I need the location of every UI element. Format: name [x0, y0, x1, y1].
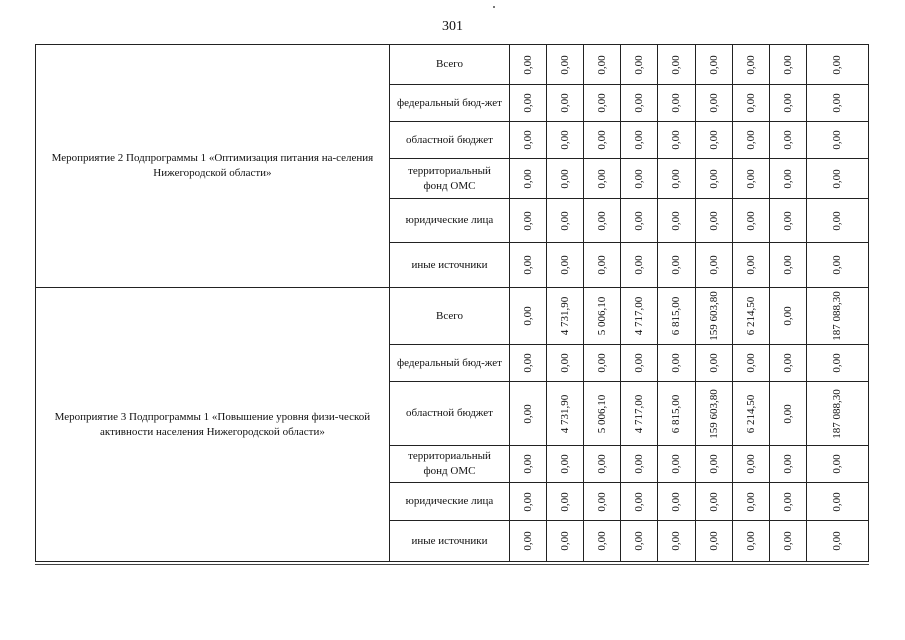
value-cell: [621, 243, 658, 288]
value-cell: [584, 45, 621, 85]
value-cell: [806, 85, 868, 122]
value-text: 0,00: [744, 168, 757, 189]
value-cell: [658, 159, 695, 199]
value-text: 6 815,00: [670, 296, 683, 336]
value-cell: [621, 446, 658, 483]
value-cell: [510, 122, 547, 159]
value-cell: [658, 483, 695, 521]
value-cell: [547, 45, 584, 85]
value-cell: [695, 85, 732, 122]
funding-source-label: Всего: [389, 288, 509, 345]
value-text: 0,00: [670, 130, 683, 150]
value-cell: [695, 199, 732, 243]
value-cell: [695, 446, 732, 483]
value-text: 0,00: [707, 454, 720, 474]
value-cell: [621, 122, 658, 159]
value-text: 0,00: [633, 210, 646, 231]
value-cell: [806, 345, 868, 382]
funding-source-label: юридические лица: [389, 483, 509, 521]
table-row: [36, 45, 869, 85]
value-cell: [658, 243, 695, 288]
value-text: 0,00: [559, 54, 572, 75]
value-text: 0,00: [744, 353, 757, 373]
value-text: 159 603,80: [707, 291, 720, 341]
value-cell: [547, 382, 584, 446]
value-text: 5 006,10: [596, 394, 609, 433]
value-cell: [806, 521, 868, 562]
value-cell: [695, 345, 732, 382]
value-text: 0,00: [670, 255, 683, 275]
value-text: 0,00: [559, 491, 572, 512]
value-cell: [732, 288, 769, 345]
value-text: 0,00: [781, 130, 794, 150]
value-cell: [584, 199, 621, 243]
table-row: [36, 288, 869, 345]
value-cell: [510, 199, 547, 243]
value-cell: [769, 483, 806, 521]
value-cell: [621, 45, 658, 85]
value-text: 0,00: [522, 491, 535, 512]
value-cell: [510, 288, 547, 345]
value-cell: [769, 45, 806, 85]
value-text: 0,00: [831, 93, 844, 113]
value-cell: [769, 382, 806, 446]
value-text: 0,00: [707, 168, 720, 189]
value-cell: [621, 483, 658, 521]
value-cell: [806, 243, 868, 288]
value-text: 0,00: [831, 353, 844, 373]
value-cell: [547, 288, 584, 345]
value-text: 4 717,00: [633, 394, 646, 433]
value-text: 0,00: [670, 531, 683, 551]
value-text: 0,00: [781, 491, 794, 512]
value-cell: [806, 159, 868, 199]
value-text: 0,00: [670, 491, 683, 512]
value-cell: [658, 345, 695, 382]
value-text: 0,00: [559, 454, 572, 474]
funding-source-label: юридические лица: [389, 199, 509, 243]
value-text: 6 214,50: [744, 296, 757, 336]
value-text: 0,00: [670, 454, 683, 474]
value-text: 0,00: [744, 255, 757, 275]
value-cell: [769, 446, 806, 483]
value-text: 0,00: [670, 93, 683, 113]
value-text: 0,00: [670, 353, 683, 373]
value-cell: [584, 85, 621, 122]
value-cell: [806, 199, 868, 243]
value-text: 0,00: [633, 130, 646, 150]
value-cell: [732, 382, 769, 446]
value-text: 0,00: [522, 168, 535, 189]
value-text: 0,00: [781, 168, 794, 189]
funding-source-label: федеральный бюд-жет: [389, 85, 509, 122]
value-text: 4 731,90: [559, 394, 572, 433]
value-text: 0,00: [744, 210, 757, 231]
value-text: 0,00: [559, 93, 572, 113]
value-text: 0,00: [559, 210, 572, 231]
value-text: 0,00: [707, 255, 720, 275]
value-cell: [732, 159, 769, 199]
value-text: 0,00: [831, 130, 844, 150]
value-cell: [584, 159, 621, 199]
value-text: 0,00: [596, 93, 609, 113]
value-text: 0,00: [596, 353, 609, 373]
value-cell: [769, 122, 806, 159]
value-text: 0,00: [831, 531, 844, 551]
value-text: 0,00: [707, 531, 720, 551]
value-text: 0,00: [831, 255, 844, 275]
value-cell: [695, 45, 732, 85]
value-cell: [769, 521, 806, 562]
value-text: 0,00: [707, 93, 720, 113]
value-cell: [621, 159, 658, 199]
value-cell: [806, 446, 868, 483]
value-text: 0,00: [522, 353, 535, 373]
value-text: 187 088,30: [831, 291, 844, 341]
funding-source-label: областной бюджет: [389, 122, 509, 159]
value-text: 187 088,30: [831, 388, 844, 439]
value-text: 0,00: [522, 54, 535, 75]
value-cell: [658, 45, 695, 85]
value-text: 0,00: [831, 454, 844, 474]
value-cell: [510, 45, 547, 85]
value-text: 4 717,00: [633, 296, 646, 336]
value-cell: [510, 446, 547, 483]
value-cell: [769, 243, 806, 288]
value-text: 0,00: [522, 93, 535, 113]
value-cell: [732, 345, 769, 382]
value-cell: [806, 122, 868, 159]
value-text: 0,00: [633, 491, 646, 512]
value-text: 0,00: [707, 130, 720, 150]
value-cell: [584, 243, 621, 288]
budget-table-body: [36, 45, 869, 562]
value-cell: [695, 159, 732, 199]
value-text: 0,00: [781, 93, 794, 113]
value-cell: [510, 345, 547, 382]
value-text: 0,00: [781, 210, 794, 231]
value-text: 0,00: [831, 54, 844, 75]
value-text: 0,00: [707, 353, 720, 373]
value-text: 0,00: [707, 54, 720, 75]
value-cell: [658, 382, 695, 446]
value-text: 0,00: [559, 255, 572, 275]
value-cell: [769, 159, 806, 199]
page-number: 301: [442, 19, 463, 34]
value-text: 0,00: [559, 130, 572, 150]
value-cell: [658, 288, 695, 345]
value-text: 5 006,10: [596, 296, 609, 336]
value-cell: [584, 382, 621, 446]
funding-source-label: областной бюджет: [389, 382, 509, 446]
value-cell: [621, 521, 658, 562]
value-cell: [547, 122, 584, 159]
value-cell: [547, 243, 584, 288]
value-text: 0,00: [522, 130, 535, 150]
value-cell: [769, 199, 806, 243]
value-text: 0,00: [596, 491, 609, 512]
value-cell: [547, 446, 584, 483]
value-cell: [547, 199, 584, 243]
value-cell: [658, 122, 695, 159]
value-text: 0,00: [781, 454, 794, 474]
value-text: 0,00: [633, 93, 646, 113]
value-text: 0,00: [559, 353, 572, 373]
value-text: 6 214,50: [744, 394, 757, 433]
value-cell: [732, 521, 769, 562]
value-text: 0,00: [633, 454, 646, 474]
value-cell: [584, 122, 621, 159]
value-cell: [510, 521, 547, 562]
bottom-rule: [35, 564, 869, 565]
value-text: 0,00: [559, 168, 572, 189]
value-cell: [732, 122, 769, 159]
value-cell: [769, 85, 806, 122]
value-text: 0,00: [522, 531, 535, 551]
value-text: 0,00: [633, 353, 646, 373]
value-text: 0,00: [670, 168, 683, 189]
value-text: 0,00: [596, 255, 609, 275]
value-cell: [732, 45, 769, 85]
value-cell: [806, 382, 868, 446]
value-cell: [695, 288, 732, 345]
funding-source-label: территориальный фонд ОМС: [389, 159, 509, 199]
value-text: 0,00: [670, 54, 683, 75]
value-cell: [584, 483, 621, 521]
value-cell: [695, 382, 732, 446]
value-text: 0,00: [596, 130, 609, 150]
scan-dot: [493, 6, 495, 8]
value-text: 0,00: [744, 454, 757, 474]
value-text: 0,00: [781, 54, 794, 75]
value-cell: [732, 85, 769, 122]
value-cell: [547, 159, 584, 199]
value-text: 0,00: [781, 306, 794, 326]
value-text: 0,00: [781, 353, 794, 373]
value-text: 6 815,00: [670, 394, 683, 433]
value-text: 0,00: [831, 491, 844, 512]
value-text: 0,00: [596, 531, 609, 551]
value-text: 0,00: [596, 454, 609, 474]
funding-source-label: федеральный бюд-жет: [389, 345, 509, 382]
value-text: 0,00: [781, 403, 794, 424]
value-text: 0,00: [744, 130, 757, 150]
value-cell: [547, 345, 584, 382]
value-cell: [732, 243, 769, 288]
value-text: 0,00: [596, 168, 609, 189]
value-text: 0,00: [522, 403, 535, 424]
value-cell: [621, 345, 658, 382]
value-cell: [695, 521, 732, 562]
value-text: 0,00: [744, 54, 757, 75]
value-text: 0,00: [596, 210, 609, 231]
value-cell: [510, 243, 547, 288]
value-text: 0,00: [633, 168, 646, 189]
value-text: 0,00: [596, 54, 609, 75]
value-text: 159 603,80: [707, 388, 720, 439]
value-text: 0,00: [744, 531, 757, 551]
value-cell: [584, 345, 621, 382]
value-text: 0,00: [522, 454, 535, 474]
value-cell: [732, 483, 769, 521]
funding-source-label: иные источники: [389, 521, 509, 562]
value-cell: [510, 85, 547, 122]
value-text: 0,00: [522, 255, 535, 275]
value-text: 0,00: [522, 306, 535, 326]
funding-source-label: Всего: [389, 45, 509, 85]
value-text: 0,00: [744, 491, 757, 512]
measure-title: Мероприятие 2 Подпрограммы 1 «Оптимизация питания на-селения Нижегородской области»: [36, 45, 390, 288]
value-cell: [510, 382, 547, 446]
value-text: 0,00: [670, 210, 683, 231]
value-cell: [621, 288, 658, 345]
value-cell: [806, 45, 868, 85]
value-cell: [732, 199, 769, 243]
value-cell: [510, 159, 547, 199]
value-cell: [658, 199, 695, 243]
funding-source-label: иные источники: [389, 243, 509, 288]
value-cell: [584, 288, 621, 345]
value-cell: [806, 288, 868, 345]
value-cell: [621, 382, 658, 446]
value-cell: [658, 85, 695, 122]
budget-table: [35, 44, 869, 562]
value-cell: [510, 483, 547, 521]
value-cell: [769, 288, 806, 345]
value-cell: [547, 483, 584, 521]
value-cell: [806, 483, 868, 521]
value-cell: [621, 85, 658, 122]
value-cell: [695, 483, 732, 521]
value-cell: [584, 521, 621, 562]
value-cell: [658, 446, 695, 483]
value-cell: [769, 345, 806, 382]
value-cell: [695, 243, 732, 288]
value-text: 0,00: [633, 255, 646, 275]
value-cell: [658, 521, 695, 562]
value-cell: [621, 199, 658, 243]
value-text: 0,00: [781, 255, 794, 275]
value-cell: [547, 521, 584, 562]
funding-source-label: территориальный фонд ОМС: [389, 446, 509, 483]
measure-title: Мероприятие 3 Подпрограммы 1 «Повышение уровня физи-ческой активности населения Нижегородской области»: [36, 288, 390, 562]
value-cell: [732, 446, 769, 483]
value-text: 0,00: [522, 210, 535, 231]
value-text: 4 731,90: [559, 296, 572, 336]
value-cell: [584, 446, 621, 483]
value-text: 0,00: [559, 531, 572, 551]
value-cell: [547, 85, 584, 122]
value-text: 0,00: [707, 491, 720, 512]
value-text: 0,00: [633, 54, 646, 75]
value-text: 0,00: [831, 210, 844, 231]
value-text: 0,00: [831, 168, 844, 189]
value-text: 0,00: [781, 531, 794, 551]
value-text: 0,00: [744, 93, 757, 113]
value-text: 0,00: [707, 210, 720, 231]
value-text: 0,00: [633, 531, 646, 551]
value-cell: [695, 122, 732, 159]
